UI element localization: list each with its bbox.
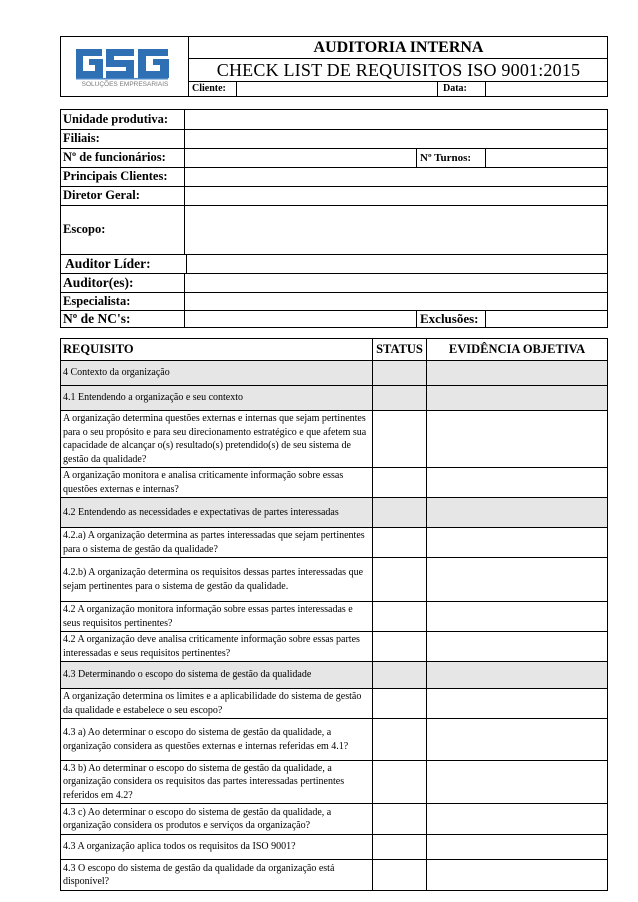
status-cell[interactable] [373,719,427,760]
requisito-cell: A organização determina os limites e a aplicabilidade do sistema de gestão da qualidade e estabelece o seu escopo? [61,689,373,718]
status-cell[interactable] [373,632,427,661]
status-cell[interactable] [373,386,427,410]
requisito-cell: 4.2 A organização monitora informação sobre essas partes interessadas e seus requisitos pertinentes? [61,602,373,631]
status-cell[interactable] [373,411,427,467]
requisito-cell: 4.2.a) A organização determina as partes interessadas que sejam pertinentes para o sistema de gestão da qualidade? [61,528,373,557]
especialista-label: Especialista: [61,292,185,310]
table-row [61,662,607,689]
evidencia-cell[interactable] [427,689,607,718]
table-row [61,761,607,804]
col-requisito-header: REQUISITO [61,339,373,360]
info-row-ncs [61,310,607,327]
table-row [61,498,607,528]
table-row [61,689,607,719]
evidencia-cell[interactable] [427,860,607,890]
evidencia-cell[interactable] [427,468,607,497]
evidencia-cell[interactable] [427,361,607,385]
escopo-field[interactable] [183,205,607,254]
requisito-cell: 4.1 Entendendo a organização e seu contexto [61,386,373,410]
evidencia-cell[interactable] [427,558,607,601]
evidencia-cell[interactable] [427,719,607,760]
status-cell[interactable] [373,761,427,803]
table-row [61,528,607,558]
table-row [61,558,607,602]
escopo-label: Escopo: [61,205,185,254]
requisito-cell: 4.2.b) A organização determina os requisitos dessas partes interessadas que sejam pertinentes para o sistema de gestão da qualidade. [61,558,373,601]
filiais-label: Filiais: [61,129,185,148]
status-cell[interactable] [373,498,427,527]
table-row [61,411,607,468]
ncs-label: Nº de NC's: [61,310,185,327]
table-header-row [61,339,607,361]
auditores-label: Auditor(es): [61,273,185,292]
cliente-label: Cliente: [192,83,226,94]
info-row-funcionarios [61,148,607,168]
exclusoes-label: Exclusões: [416,310,486,327]
requisito-cell: 4.2 A organização deve analisa criticamente informação sobre essas partes interessadas e seus requisitos pertinentes? [61,632,373,661]
funcionarios-field[interactable] [183,148,416,167]
table-row [61,804,607,835]
status-cell[interactable] [373,468,427,497]
logo-cell [60,36,189,97]
status-cell[interactable] [373,689,427,718]
requisito-cell: 4.3 A organização aplica todos os requisitos da ISO 9001? [61,835,373,859]
evidencia-cell[interactable] [427,498,607,527]
evidencia-cell[interactable] [427,761,607,803]
auditores-field[interactable] [183,273,607,292]
funcionarios-label: Nº de funcionários: [61,148,185,167]
requisito-cell: A organização determina questões externas e internas que sejam pertinentes para o seu propósito e para seu direcionamento estratégico e que afetem sua capacidade de alcançar o(s) resultado(s) pretendido(s) de seu sistema de gestão da qualidade? [61,411,373,467]
status-cell[interactable] [373,528,427,557]
info-row-auditores [61,273,607,293]
filiais-field[interactable] [183,129,607,148]
status-cell[interactable] [373,804,427,834]
requisito-cell: 4.3 O escopo do sistema de gestão da qualidade da organização está disponível? [61,860,373,890]
document-subtitle: CHECK LIST DE REQUISITOS ISO 9001:2015 [189,59,608,82]
status-cell[interactable] [373,602,427,631]
evidencia-cell[interactable] [427,632,607,661]
data-field[interactable] [485,82,608,97]
diretor-field[interactable] [183,186,607,205]
evidencia-cell[interactable] [427,411,607,467]
unidade-field[interactable] [183,110,607,129]
turnos-field[interactable] [482,148,607,167]
status-cell[interactable] [373,558,427,601]
status-cell[interactable] [373,361,427,385]
requirements-table [60,338,608,891]
turnos-label: Nº Turnos: [416,148,486,167]
evidencia-cell[interactable] [427,386,607,410]
col-status-header: STATUS [373,339,427,360]
requisito-cell: 4.3 c) Ao determinar o escopo do sistema de gestão da qualidade, a organização considera os produtos e serviços da organização? [61,804,373,834]
audit-info-table [60,109,608,328]
table-row [61,386,607,411]
diretor-label: Diretor Geral: [61,186,185,205]
auditor-lider-field[interactable] [183,254,607,273]
evidencia-cell[interactable] [427,835,607,859]
data-label: Data: [443,83,467,94]
requisito-cell: 4.3 b) Ao determinar o escopo do sistema de gestão da qualidade, a organização considera os requisitos das partes interessadas pertinentes referidos em 4.2? [61,761,373,803]
info-row-auditor-lider [61,254,607,274]
unidade-label: Unidade produtiva: [61,110,185,129]
table-row [61,602,607,632]
requisito-cell: 4.2 Entendendo as necessidades e expectativas de partes interessadas [61,498,373,527]
info-row-escopo [61,205,607,255]
info-row-clientes [61,167,607,187]
info-row-diretor [61,186,607,206]
info-row-unidade [61,110,607,130]
auditor-lider-label: Auditor Líder: [61,254,187,273]
info-row-especialista [61,292,607,311]
cliente-field[interactable] [236,82,438,97]
evidencia-cell[interactable] [427,602,607,631]
evidencia-cell[interactable] [427,804,607,834]
requisito-cell: 4.3 Determinando o escopo do sistema de gestão da qualidade [61,662,373,688]
status-cell[interactable] [373,860,427,890]
table-row [61,468,607,498]
requisito-cell: 4.3 a) Ao determinar o escopo do sistema de gestão da qualidade, a organização considera as questões externas e internas referidas em 4.1? [61,719,373,760]
requisito-cell: A organização monitora e analisa criticamente informação sobre essas questões externas e internas? [61,468,373,497]
exclusoes-field[interactable] [482,310,607,327]
evidencia-cell[interactable] [427,528,607,557]
evidencia-cell[interactable] [427,662,607,688]
ncs-field[interactable] [183,310,416,327]
document-title: AUDITORIA INTERNA [189,36,608,59]
table-row [61,719,607,761]
info-row-filiais [61,129,607,149]
status-cell[interactable] [373,662,427,688]
status-cell[interactable] [373,835,427,859]
table-row [61,632,607,662]
client-date-row [189,82,608,97]
requisito-cell: 4 Contexto da organização [61,361,373,385]
table-row [61,361,607,386]
table-row [61,835,607,860]
logo-subtext: SOLUÇÕES EMPRESARIAIS [81,81,169,88]
col-evidencia-header: EVIDÊNCIA OBJETIVA [448,342,586,356]
especialista-field[interactable] [183,292,607,310]
table-row [61,860,607,890]
clientes-field[interactable] [183,167,607,186]
clientes-label: Principais Clientes: [61,167,185,186]
